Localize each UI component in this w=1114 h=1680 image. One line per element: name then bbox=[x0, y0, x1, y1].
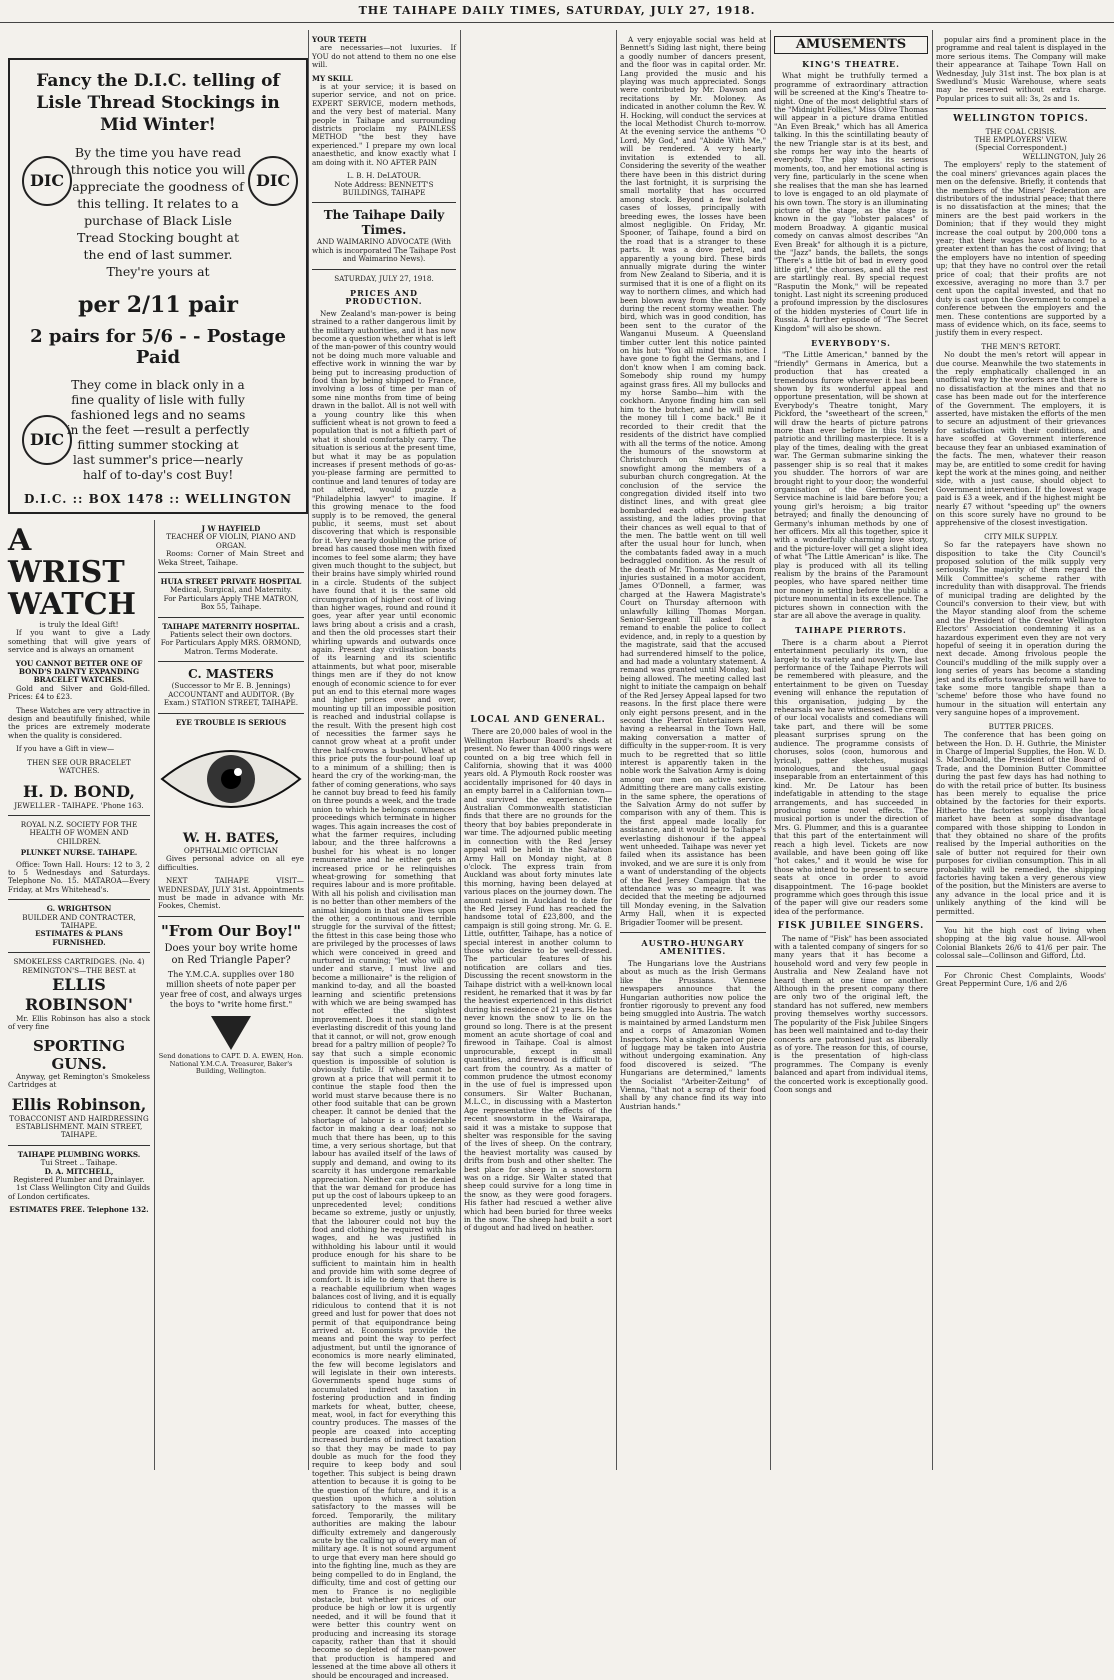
divider bbox=[936, 921, 1106, 922]
maternity-apply: For Particulars Apply MRS. ORMOND, Matron. Terms Moderate. bbox=[160, 638, 302, 656]
column-6 bbox=[774, 36, 928, 1476]
divider bbox=[8, 1145, 150, 1146]
watch-text: If you have a Gift in view— bbox=[16, 744, 115, 754]
masters-text: (Successor to Mr E. B. Jennings) ACCOUNTANT and AUDITOR. (By Exam.) STATION STREET, TAIHAPE. bbox=[163, 681, 299, 708]
teeth-address: Note Address: BENNETT'S BUILDINGS, TAIHAPE bbox=[334, 179, 434, 197]
ymca-head: "From Our Boy!" bbox=[160, 921, 302, 940]
column-rule bbox=[932, 30, 933, 1470]
retort-heading: THE MEN'S RETORT. bbox=[981, 341, 1061, 351]
eye-illustration bbox=[158, 731, 304, 827]
coal-text: The employers' reply to the statement of the coal miners' grievances again places the men on the defensive. Briefly, it contends that the members of the Miners' Federation are distributors of the industrial peace; that there is no dissatisfaction at the mines; that the miners are the best paid workers in the Dominion; that if they would they might increase the coal output by 200,000 tons a year; that their wages have advanced to a greater extent than has the cost of living; that the employers have no intention of speeding up; that they have no control over the retail price of coal; that their profits are not excessive, averaging no more than 3.7 per cent upon the capital invested, and that no duty is cast upon the Government to compel a conference between the employers and the men. These contentions are supported by a mass of evidence which, on its face, seems to justify them in every respect. bbox=[936, 160, 1106, 338]
divider bbox=[312, 269, 456, 270]
huia-title: HUIA STREET PRIVATE HOSPITAL bbox=[160, 577, 302, 587]
coal-heading: THE COAL CRISIS. bbox=[985, 126, 1057, 136]
divider bbox=[8, 952, 150, 953]
teeth-title: YOUR TEETH bbox=[312, 35, 367, 44]
bates-visit: NEXT TAIHAPE VISIT— WEDNESDAY, JULY 31st. Appointments must be made in advance with Mr. Fookes, Chemist. bbox=[158, 876, 304, 911]
watch-text: These Watches are very attractive in design and beautifully finished, while the prices are extremely moderate when the quality is considered. bbox=[8, 705, 150, 740]
plunket-title: ROYAL N.Z. SOCIETY FOR THE HEALTH OF WOMEN AND CHILDREN. bbox=[20, 819, 138, 846]
ellis-name: ELLIS ROBINSON' bbox=[25, 975, 133, 1014]
column-rule bbox=[616, 30, 617, 1470]
kings-heading: KING'S THEATRE. bbox=[802, 59, 900, 69]
mitchell-addr: Tui Street .. Taihape. bbox=[40, 1158, 118, 1168]
fisk-text: The name of "Fisk" has been associated with a talented company of singers for so many years that it has become a household word and very few people in Australia and New Zealand have not heard them at one time or another. Although in the present company there are only two of the original left, the standard has not suffered, new members proving themselves worthy successors. The popularity of the Fisk Jubilee Singers has been well maintained and to-day their concerts are patronised just as liberally as of yore. The reason for this, of course, is the presentation of high-class programmes. The Company is evenly balanced and apart from individual items, the concerted work is exceptionally good. Coon songs and bbox=[774, 933, 928, 1094]
butter-text: The conference that has been going on between the Hon. D. H. Guthrie, the Minister in Charge of Imperial Supplies, the Hon. W. D. S. MacDonald, the President of the Board of Trade, and the Dominion Butter Committee during the past few days has had nothing to do with the retail price of butter. Its business has been merely to equalise the price obtained by the factories for their exports. Hitherto the factories supplying the local market have been at some disadvantage compared with those shipping to London in that they obtained no share of the profits realised by the Imperial authorities on the sale of butter not required for their own purposes for civilian consumption. This in all probability will be remedied, the shipping factories having taken a very generous view of the position, but the Ministers are averse to any advance in the local price and it is unlikely anything of the kind will be permitted. bbox=[936, 730, 1106, 916]
huia-text: Medical, Surgical, and Maternity. bbox=[170, 585, 292, 595]
bates-text: Gives personal advice on all eye difficulties. bbox=[158, 854, 304, 872]
hayfield-name: J W HAYFIELD bbox=[201, 524, 261, 533]
hayfield-text: TEACHER OF VIOLIN, PIANO AND ORGAN. bbox=[166, 532, 296, 550]
ellis-text: Mr. Ellis Robinson has also a stock of very fine bbox=[8, 1014, 150, 1032]
local-text: There are 20,000 bales of wool in the Wellington Harbour Board's sheds at present. No fewer than 4000 rings were counted on a big tree which fell in California, showing that it was 4000 years old. A Plymouth Rock rooster was accidentally imprisoned for 40 days in an empty barrel in a Californian town—and survived the experience. The Australian Commonwealth statistician finds that there are no grounds for the theory that boy babies preponderate in war time. The adjourned public meeting in connection with the Red Jersey appeal will be held in the Salvation Army Hall on Monday night, at 8 o'clock. The express train from Auckland was about forty minutes late this morning, having been delayed at various places on the journey down. The amount raised in Auckland to date for the Red Jersey Fund has reached the handsome total of £23,800, and the campaign is still going strong. Mr. G. E. Little, outfitter, Taihape, has a notice of special interest in another column to those who desire to be well-dressed. The particular features of his notification are collars and ties. Discussing the recent snowstorm in the Taihape district with a well-known local resident, he remarked that it was by far the heaviest experienced in this district during his residence of 21 years. He has never known the snow to lie on the ground so long. There is at the present moment an acute shortage of coal and firewood in Taihape. Coal is almost unprocurable, except in small quantities, and firewood is difficult to cart from the country. As a matter of common prudence the utmost economy in the use of fuel is impressed upon consumers. Sir Walter Buchanan, M.L.C., in discussing with a Masterton Age representative the effects of the recent snowstorm in the Wairarapa, said it was a mistake to suppose that shelter was responsible for the saving of the lives of sheep. On the contrary, the heaviest mortality was caused by drifts from bush and other shelter. The best place for sheep in a snowstorm was on a ridge. Sir Walter stated that sheep could survive for a long time in the snow, as they were good foragers. His father had rescued a wether alive which had been buried for three weeks in the snow. The sheep had built a sort of dugout and had lived on heather. bbox=[464, 727, 612, 1233]
watch-text: THEN SEE OUR BRACELET WATCHES. bbox=[27, 757, 131, 776]
teeth-skill: MY SKILL bbox=[312, 73, 353, 83]
dateline: WELLINGTON, July 26 bbox=[1022, 151, 1106, 161]
paper-subtitle: AND WAIMARINO ADVOCATE (With which is incorporated The Taihape Post and Waimarino News). bbox=[312, 237, 456, 264]
paper-title: The Taihape Daily Times. bbox=[323, 208, 445, 238]
divider bbox=[8, 899, 150, 900]
austro-heading: AUSTRO-HUNGARY AMENITIES. bbox=[641, 938, 745, 957]
teeth-text: are necessaries—not luxuries. If YOU do not attend to them no one else will. bbox=[312, 43, 456, 70]
dic-body: By the time you have read through this notice you will appreciate the goodness of this telling. It relates to a purchase of Black Lisle Tread Stocking bought at the end of last summer. They're yours at bbox=[70, 145, 246, 279]
divider bbox=[158, 617, 304, 618]
correspondent: (Special Correspondent.) bbox=[975, 143, 1067, 153]
ymca-text: Does your boy write home on Red Triangle Paper? bbox=[164, 942, 298, 966]
fisk-text-cont: popular airs find a prominent place in the programme and real talent is displayed in the more serious items. The Company will make their appearance at Taihape Town Hall on Wednesday, July 31st inst. The box plan is at Swedlund's Music Warehouse, where seats may be reserved without extra charge. Popular prices to suit all: 3s, 2s and 1s. bbox=[936, 35, 1106, 103]
collinson-ad: You hit the high cost of living when shopping at the big value house. All-wool Colonial Blankets 26/6 to 41/6 per pair. The colossal sale—Collinson and Gifford, Ltd. bbox=[936, 926, 1106, 961]
dic-logo: DIC bbox=[22, 415, 72, 465]
column-rule bbox=[308, 30, 309, 1470]
teeth-text: is at your service; it is based on superior service, and not on price. EXPERT SERVICE, modern methods, and the very best of material. Many people in Taihape and surrounding districts proclaim my PAINLESS METHOD "the best they have experienced." I prepare my own local anaesthetic, and know exactly what I am doing with it. NO AFTER PAIN bbox=[312, 82, 456, 167]
wrightson-name: G. WRIGHTSON bbox=[46, 904, 112, 914]
column-7 bbox=[936, 36, 1106, 1476]
ymca-text: The Y.M.C.A. supplies over 180 million sheets of note paper per year free of cost, and always urges the boys to "write home first." bbox=[160, 969, 302, 1009]
pierrots-text: There is a charm about a Pierrot entertainment peculiarly its own, due largely to its variety and novelty. The last performance of the Taihape Pierrots will be remembered with pleasure, and the entertainment to be given on Tuesday evening will enhance the reputation of this organisation, judging by the rehearsals we have witnessed. The cream of our local vocalists and comedians will take part, and there will be some pleasant surprises sprung on the audience. The programme consists of choruses, solos (coon, humorous and lyrical), patter sketches, musical monologues, and the usual gags inseparable from an entertainment of this kind. Mr. De Latour has been indefatigable in attending to the stage arrangements, and has succeeded in producing some novel effects. The musical portion is under the direction of Mrs. G. Plummer, and this is a guarantee that this part of the entertainment will reach a high level. Tickets are now available, and have been going off like "hot cakes," and it would be wise for those who intend to be present to secure seats at once in order to avoid disappointment. The 16-page booklet programme which goes through this issue of the paper will give our readers some idea of the performance. bbox=[774, 637, 928, 916]
watch-title: A WRIST WATCH bbox=[8, 523, 136, 622]
divider bbox=[158, 661, 304, 662]
kings-text: What might be truthfully termed a programme of extraordinary attraction will be screened at the King's Theatre to-night. One of the most delightful stars of the "Midnight Follies," Miss Olive Thomas will appear in a picture drama entitled "An Even Break," which has all America talking. In this the scintillating beauty of the new Triangle star is at its best, and she romps her way into the hearts of everybody. The play has its serious moments, too, and her emotional acting is very fine, particularly in the scene when she realises that the man she has learned to love is engaged to an old playmate of his own town. The story is an illuminating picture of the stage, as the stage is known in the gay "lobster palaces" of modern Broadway. A gigantic musical comedy on canvas almost describes "An Even Break" for although it is a picture, the "Jazz" bands, the ballets, the songs "There's a little bit of bad in every good little girl," the choruses, and all the rest are startlingly real. By special request "Rasputin the Monk," will be repeated tonight. Last night its screening produced a profound impression by the disclosures of the hidden mysteries of Court life in Russia. A further episode of "The Secret Kingdom" will also be shown. bbox=[774, 71, 928, 333]
mitchell-title: TAIHAPE PLUMBING WORKS. bbox=[17, 1149, 141, 1159]
divider bbox=[936, 966, 1106, 967]
wrightson-tail: ESTIMATES & PLANS FURNISHED. bbox=[35, 929, 123, 947]
column-rule bbox=[154, 520, 155, 1470]
wellington-heading: WELLINGTON TOPICS. bbox=[953, 114, 1089, 125]
bates-name: W. H. BATES, bbox=[182, 830, 280, 846]
leader-heading: PRICES AND PRODUCTION. bbox=[345, 287, 423, 307]
milk-text: So far the ratepayers have shown no disposition to take the City Council's proposed solution of the milk supply very seriously. The majority of them regard the Milk Committee's scheme rather with incredulity than with disapproval. The friends of municipal trading are delighted by the Council's conversion to their view, but with the Mayor standing aloof from the scheme and the President of the Greater Wellington Electors' Association condemning it as a hazardous experiment even they are not very hopeful of seeing it in operation during the next decade. Among frivolous people the Council's muddling of the milk supply over a long series of years has become a standing jest and its efforts towards reform will have to take some more tangible shape than a 'scheme' before those who have found no humour in the situation will entertain any very sanguine hopes of a improvement. bbox=[936, 540, 1106, 718]
ellis-text: SMOKELESS CARTRIDGES. (No. 4) bbox=[13, 957, 145, 967]
maternity-text: Patients select their own doctors. bbox=[169, 630, 293, 640]
ellis-text: Anyway, get Remington's Smokeless Cartridges at bbox=[8, 1071, 150, 1090]
employers-heading: THE EMPLOYERS' VIEW. bbox=[974, 135, 1068, 145]
leader-date: SATURDAY, JULY 27, 1918. bbox=[334, 273, 434, 283]
column-2-lower bbox=[158, 525, 304, 1475]
column-5 bbox=[620, 36, 766, 1476]
leader-article: New Zealand's man-power is being strained to a rather dangerous limit by the military authorities, and it has now become a question whether what is left of the man-power of this country would not be doing much more valuable and effective work in winning the war by being put to increasing production of food than by being shipped to France, involving a loss of time per man of some nine months from time of being drawn in the ballot. All is not well with a young country like this when sufficient wheat is not grown to feed a population that is not a fiftieth part of what it should comfortably carry. The situation is serious at the present time, but what it may be as population increases if present methods of go-as-you-please farming are permitted to continue and land tenures of today are not altered, would puzzle a "Philadelphia lawyer" to imagine. If this growing menace to the food supply is to be removed, the general public, it seems, must set about discovering that which is responsible for it. Very nearly doubling the price of bread has caused those men with fixed incomes to feel some alarm; they have given much thought to the subject, but their brains have simply whirled round in a circle. Students of the subject have found that it is the same old circumgyration of higher cost of living than higher wages, round and round it goes, year after year until economic laws bring about a crisis and a crash, and then the old processes start their whirling upwards and outwards once again. Present day civilisation boasts of its learning and its scientific attainments, but what poor, miserable things men are if they do not know enough of economic science to for ever put an end to this eternal more wages and higher prices over and over, mounting up till an impossible position is reached and industrial collapse is the result. With the present high cost of necessities the farmer says he cannot grow wheat at a profit under three half-crowns a bushel. Wheat at this price puts the four-pound loaf up to a minimum of a shilling; then is heard the cry of the working-man, the father of coming generations, who says he cannot buy bread to feed his family on three pounds a week, and the trade union to which he belongs commences proceedings which terminate in higher wages. This again increases the cost of what the farmer requires, including labour, and the three halfcrowns a bushel for his wheat is no longer remunerative and he either gets an increased price or he relinquishes wheat-growing for something that requires labour and is more profitable. With all his polish and civilisation man is no better than other members of the animal kingdom in that one lives upon the other, a continuous and terrible struggle for the survival of the fittest; the fittest in this case being those who are privileged by the processes of laws which were conceived in greed and nurtured in cunning; "let who will go under and starve, I must live and become a millionaire" is the religion of mankind to-day, and all the boasted learning and scientific pretensions with which we are being swamped has not effected the slightest improvement. Does it not stand to the everlasting discredit of this young land that it cannot, or will not, grow enough bread for a paltry million of people? To say that such a simple economic question is impossible of solution is obviously futile. If wheat cannot be grown at a price that will permit it to continue the staple food then the world must starve because there is no other food suitable that can be grown cheaper. It cannot be denied that the shortage of labour is a considerable factor in making a dear loaf; not so much that there has been, up to this time, a very serious shortage, but that labour has availed itself of the laws of supply and demand, and owing to its scarcity it has undergone remarkable appreciation. Neither can it be denied that the war demand for produce has put up the cost of labours upkeep to an unprecedented level; conditions became so extreme, justly or unjustly, that the labourer could not buy the food and clothing he required with his wages, and he was justified in withholding his labour until it would produce enough for his share to be sufficient to maintain him in health and provide him with some degree of comfort. It is idle to deny that there is a reachable equilibrium when wages balances cost of living, and it is equally ridiculous to contend that it is not greed and lust for power that does not permit of that equipondrance being arrived at. Economists provide the means and point the way to perfect adjustment, but until the ignorance of economics is more nearly eliminated, the few will become legislators and will legislate in their own interests. Governments spend huge sums of accumulated indirect taxation in fostering production and in finding markets for wheat, butter, cheese, meat, wool, in fact for everything this country produces. The masses of the people are coaxed into accepting increased burdens of indirect taxation so that they may be made to pay double as much for the food they require to keep body and soul together. This subject is being drawn attention to because it is going to be the question of the future, and it is a question upon which a solution satisfactory to the masses will be forced. Temporarily, the military authorities are making the labour difficulty extremely and dangerously acute by the calling up of every man of military age. It is not sound argument to urge that every man here should go into the fighting line, much as they are being compelled to do in England, the difficulty, time and cost of getting our men to France is no negligible obstacle, but whether prices of our produce be high or low it is urgently needed, and it will be found that it were better this country went on producing and increasing its storage capacity, rather than that it should become so depleted of its man-power that production is hampered and lessened at the time above all others it should be encouraged and increased. bbox=[312, 308, 456, 1680]
bates-trade: OPHTHALMIC OPTICIAN bbox=[183, 845, 279, 855]
ellis-text: TOBACCONIST AND HAIRDRESSING ESTABLISHMENT. MAIN STREET, TAIHAPE. bbox=[9, 1113, 149, 1140]
dic-price: per 2/11 pair bbox=[78, 292, 238, 318]
page-header: THE TAIHAPE DAILY TIMES, SATURDAY, JULY 27, 1918. bbox=[358, 4, 756, 17]
divider bbox=[8, 815, 150, 816]
retort-text: No doubt the men's retort will appear in due course. Meanwhile the two statements in the reply emphatically challenged in an unofficial way by the workers are that there is no dissatisfaction at the mines and that no case has been made out for the interference of the Government. The employers, it is asserted, have mistaken the efforts of the men to secure an adjustment of their grievances for satisfaction with their conditions, and have scoffed at Government interference because they fear an unbiased examination of the facts. The men, whatever their reason may be, are entitled to some credit for having kept the work at the mines going, and neither side, with a just cause, should object to Government intervention. If the lowest wage paid is £3 a week, and if the highest might be nearly £7 without "speeding up" the owners on this score surely have no ground to be apprehensive of the closest investigation. bbox=[936, 350, 1106, 528]
dic-headline: Fancy the D.I.C. telling of Lisle Thread Stockings in Mid Winter! bbox=[36, 71, 280, 135]
butter-heading: BUTTER PRICES. bbox=[988, 721, 1054, 731]
plunket-nurse: PLUNKET NURSE. TAIHAPE. bbox=[20, 848, 138, 858]
masters-name: C. MASTERS bbox=[188, 667, 274, 682]
ellis-name: Ellis Robinson, bbox=[11, 1094, 147, 1114]
watch-sub: is truly the Ideal Gift! bbox=[39, 620, 119, 629]
watch-text: If you want to give a Lady something that will give years of service and is always an ornament bbox=[8, 628, 150, 655]
dic-logo: DIC bbox=[248, 156, 298, 206]
hayfield-rooms: Rooms: Corner of Main Street and Weka Street, Taihape. bbox=[158, 549, 304, 567]
mitchell-name: D. A. MITCHELL, bbox=[44, 1166, 114, 1176]
divider bbox=[158, 916, 304, 917]
everybodys-text: "The Little American," banned by the "friendly" Germans in America, but a production that has created a tremendous furore wherever it has been shown by its wonderful appeal and opportune presentation, will be shown at Everybody's Theatre tonight, Mary Pickford, the "sweetheart of the screen," will draw the hearts of picture patrons more than ever before in this tensely patriotic and thrilling masterpiece. It is a play of the times, dealing with the great war. The German submarine sinking the passenger ship is so real that it makes you shudder. The horrors of war are brought right to your door; the wonderful organisation of the German Secret Service machine is laid bare before you; a young girl's heroism; a big traitor betrayed; and finally the denouncing of Germany's inhuman methods by one of her officers. Mix all this together, spice it with a wonderfully charming love story, and the picture-lover will get a slight idea of what "The Little American" is like. The play is produced with all its telling realism by the brains of the Paramount peoples, who have spared neither time nor money in setting before the public a picture monumental in its excellence. The pictures shown in connection with the star are all above the average in quality. bbox=[774, 350, 928, 620]
milk-heading: CITY MILK SUPPLY. bbox=[984, 531, 1058, 541]
mitchell-certs: 1st Class Wellington City and Guilds of London certificates. bbox=[8, 1183, 150, 1201]
ymca-send: Send donations to CAPT. D. A. EWEN, Hon. National Y.M.C.A. Treasurer, Baker's Building, Wellington. bbox=[158, 1051, 304, 1076]
bond-trade: JEWELLER - TAIHAPE. 'Phone 163. bbox=[14, 800, 144, 810]
bond-name: H. D. BOND, bbox=[23, 781, 135, 801]
dic-footer: D.I.C. :: BOX 1478 :: WELLINGTON bbox=[23, 492, 293, 506]
sporting-guns: SPORTING GUNS. bbox=[32, 1036, 126, 1073]
woods-ad: For Chronic Chest Complaints, Woods' Great Peppermint Cure, 1/6 and 2/6 bbox=[936, 970, 1106, 989]
column-1-lower bbox=[8, 525, 150, 1475]
header-rule bbox=[0, 22, 1114, 23]
huia-apply: For Particulars Apply THE MATRON, Box 55, Taihape. bbox=[163, 593, 299, 612]
divider bbox=[158, 713, 304, 714]
mitchell-trade: Registered Plumber and Drainlayer. bbox=[13, 1175, 145, 1185]
austro-text: The Hungarians love the Austrians about as much as the Irish Germans like the Prussians. Viennese newspapers announce that the Hungarian authorities now police the frontier rigorously to prevent any food being smuggled into Austria. The watch is maintained by armed Landsturm men and a corps of Amazonian Women Inspectors. Not a single parcel or piece of luggage may be taken into Austria without undergoing examination. Any food discovered is seized. "The Hungarians are determined," laments the Socialist "Arbeiter-Zeitung" of Vienna, "that not a scrap of their food shall by any chance find its way into Austrian hands." bbox=[620, 958, 766, 1111]
teeth-signature: L. B. H. DeLATOUR. bbox=[346, 171, 422, 181]
local-heading: LOCAL AND GENERAL. bbox=[470, 715, 606, 725]
divider bbox=[312, 202, 456, 203]
mitchell-est: ESTIMATES FREE. Telephone 132. bbox=[9, 1205, 149, 1215]
fisk-heading: FISK JUBILEE SINGERS. bbox=[777, 921, 925, 932]
amusements-heading: AMUSEMENTS bbox=[774, 36, 928, 54]
divider bbox=[936, 108, 1106, 109]
pierrots-heading: TAIHAPE PIERROTS. bbox=[795, 625, 907, 636]
local-text-cont: A very enjoyable social was held at Bennett's Siding last night, there being a goodly number of dancers present, and the floor was in capital order. Mr. Lang provided the music and his playing was much appreciated. Songs were contributed by Mr. Dawson and recitations by Mr. Moloney. As indicated in another column the Rev. W. H. Hocking, will conduct the services at the local Methodist Church to-morrow. At the evening service the anthems "O Lord, My God," and "Abide With Me," will be rendered. A very hearty invitation is extended to all. Considering the severity of the weather there have been in this district during the last fortnight, it is surprising the small mortality that has occurred among stock. Beyond a few isolated cases of losses, principally with breeding ewes, the losses have been almost negligible. On Friday, Mr. Spooner, of Taihape, found a bird on the road that is a stranger to these parts. It was a dove petrel, and apparently a young bird. These birds annually migrate during the winter from New Zealand to Siberia, and it is surmised that it is one of a flight on its way to northern climes, and which had been blown away from the main body during the recent stormy weather. The bird, which was in good condition, has been sent to the curator of the Wanganui Museum. A Queensland timber cutter lent this notice painted on his hut: "You all mind this notice. I have gone to fight the Germans, and I don't know when I am coming back. Somebody ship round my humpy against grass fires. All my bullocks and my horse Sambo—him with the cockhorn. Anyone finding him can sell him to the butcher, and he will mind the money till I come back." Be it recorded to their credit that the residents of the district have complied with all the terms of the notice. Among the humours of the snowstorm at Christchurch on Sunday was a snowfight among the members of a suburban church congregation. At the conclusion of the service the congregation divided itself into two distinct lines, and with great glee bombarded each other, the pastor assisting, and the ladies proving that their chances as well equal to that of the men. The battle went on till well after the usual hour for lunch, when the combatants faded away in a much bedraggled condition. As the result of the death of Mr. Thomas Morgan from injuries sustained in a motor accident, James O'Donnell, a farmer, was charged at the Hawera Magistrate's Court on Thursday afternoon with unlawfully killing Thomas Morgan. Senior-Sergeant Till asked for a remand to enable the police to collect evidence, and, in reply to a question by the magistrate, said that the accused had surrendered himself to the police, and had made a voluntary statement. A remand was granted until Monday, bail being allowed. The meeting called last night to initiate the campaign on behalf of the Red Jersey Appeal lapsed for two reasons. In the first place there were only eight persons present, and in the second the Pierrot Entertainers were having a rehearsal in the Town Hall, making conversation a matter of difficulty in the supper-room. It is very much to be regretted that so little interest is apparently taken in the noble work the Salvation Army is doing among our men on active service. Admitting there are many calls existing in the same sphere, the operations of the Salvation Army do not suffer by comparison with any of them. This is the first appeal made locally for assistance, and it would be to Taihape's everlasting dishonour if the appeal went unheeded. Taihape was never yet failed when its assistance has been invoked, and we are sure it is only from a want of understanding of the objects of the Red Jersey Campaign that the attendance was so meagre. It was decided that the meeting be adjourned till Monday evening, in the Salvation Army Hall, when it is expected Brigadier Toomer will be present. bbox=[620, 35, 766, 927]
plunket-text: Office: Town Hall. Hours: 12 to 3, 2 to 5 Wednesdays and Saturdays. Telephone No. 15. MATAROA—Every Friday, at Mrs Whitehead's. bbox=[8, 859, 150, 894]
everybodys-heading: EVERYBODY'S. bbox=[811, 338, 891, 348]
bates-eye-heading: EYE TROUBLE IS SERIOUS bbox=[175, 717, 287, 727]
wrightson-trade: BUILDER AND CONTRACTER, TAIHAPE. bbox=[22, 912, 136, 930]
ymca-triangle-icon bbox=[211, 1016, 251, 1050]
column-rule bbox=[460, 30, 461, 1470]
dic-advertisement bbox=[8, 58, 308, 514]
dic-tail: They come in black only in a fine quality of lisle with fully fashioned legs and no seams in the feet —result a perfectly fitting summer stocking at last summer's price—nearly half of to-day's cost Buy! bbox=[66, 378, 250, 482]
column-3 bbox=[312, 35, 456, 1680]
watch-text: YOU CANNOT BETTER ONE OF BOND'S DAINTY EXPANDING BRACELET WATCHES. bbox=[15, 658, 143, 685]
dic-price-pair: 2 pairs for 5/6 - - Postage Paid bbox=[30, 326, 286, 368]
watch-text: Gold and Silver and Gold-filled. Prices: £4 to £23. bbox=[8, 683, 150, 702]
ellis-text: REMINGTON'S—THE BEST. at bbox=[22, 965, 136, 975]
dic-logo: DIC bbox=[22, 156, 72, 206]
column-rule bbox=[770, 30, 771, 1470]
column-4 bbox=[464, 36, 612, 1476]
divider bbox=[620, 932, 766, 933]
maternity-title: TAIHAPE MATERNITY HOSPITAL. bbox=[162, 621, 300, 631]
divider bbox=[158, 572, 304, 573]
